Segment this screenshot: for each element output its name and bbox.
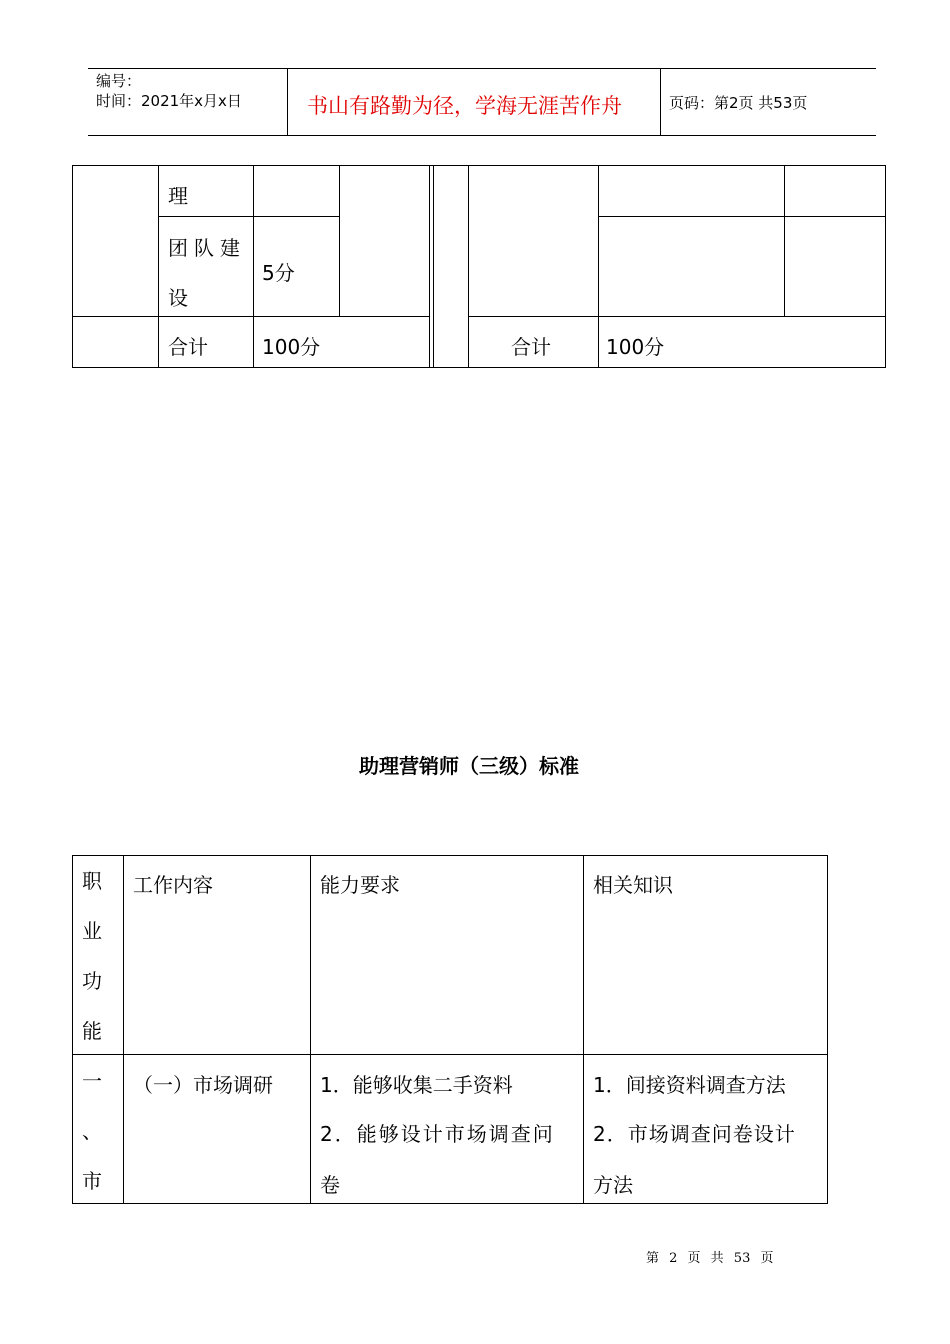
row-ability-line: 卷 bbox=[320, 1173, 340, 1197]
header-knowledge: 相关知识 bbox=[593, 873, 673, 897]
table-cell-item: 理 bbox=[168, 184, 188, 208]
header-ability: 能力要求 bbox=[320, 873, 400, 897]
row-function: 一 、 市 bbox=[82, 1069, 102, 1193]
header-work-content: 工作内容 bbox=[133, 873, 213, 897]
header-function: 职 业 功 能 bbox=[82, 869, 102, 1043]
document-time-label: 时间：2021年x月x日 bbox=[96, 92, 242, 110]
header-motto: 书山有路勤为径，学海无涯苦作舟 bbox=[307, 94, 622, 118]
table-cell-item: 团队建 bbox=[168, 236, 246, 260]
row-knowledge-line: 方法 bbox=[593, 1173, 633, 1197]
row-ability-line: 2．能够设计市场调查问 bbox=[320, 1122, 555, 1146]
row-work-content: （一）市场调研 bbox=[133, 1073, 273, 1097]
row-knowledge-line: 2．市场调查问卷设计 bbox=[593, 1122, 796, 1146]
page-title: 助理营销师（三级）标准 bbox=[359, 754, 579, 778]
total-score: 100分 bbox=[262, 335, 321, 359]
row-knowledge-line: 1．间接资料调查方法 bbox=[593, 1073, 786, 1097]
table-cell-item: 设 bbox=[168, 286, 188, 310]
total-score: 100分 bbox=[606, 335, 665, 359]
row-ability-line: 1．能够收集二手资料 bbox=[320, 1073, 513, 1097]
total-label: 合计 bbox=[511, 335, 551, 359]
table-cell-score: 5分 bbox=[262, 261, 295, 285]
document-code-label: 编号： bbox=[96, 72, 142, 90]
page-footer: 第 2 页 共 53 页 bbox=[646, 1251, 774, 1266]
page-number-label: 页码：第2页 共53页 bbox=[669, 94, 808, 112]
total-label: 合计 bbox=[168, 335, 208, 359]
